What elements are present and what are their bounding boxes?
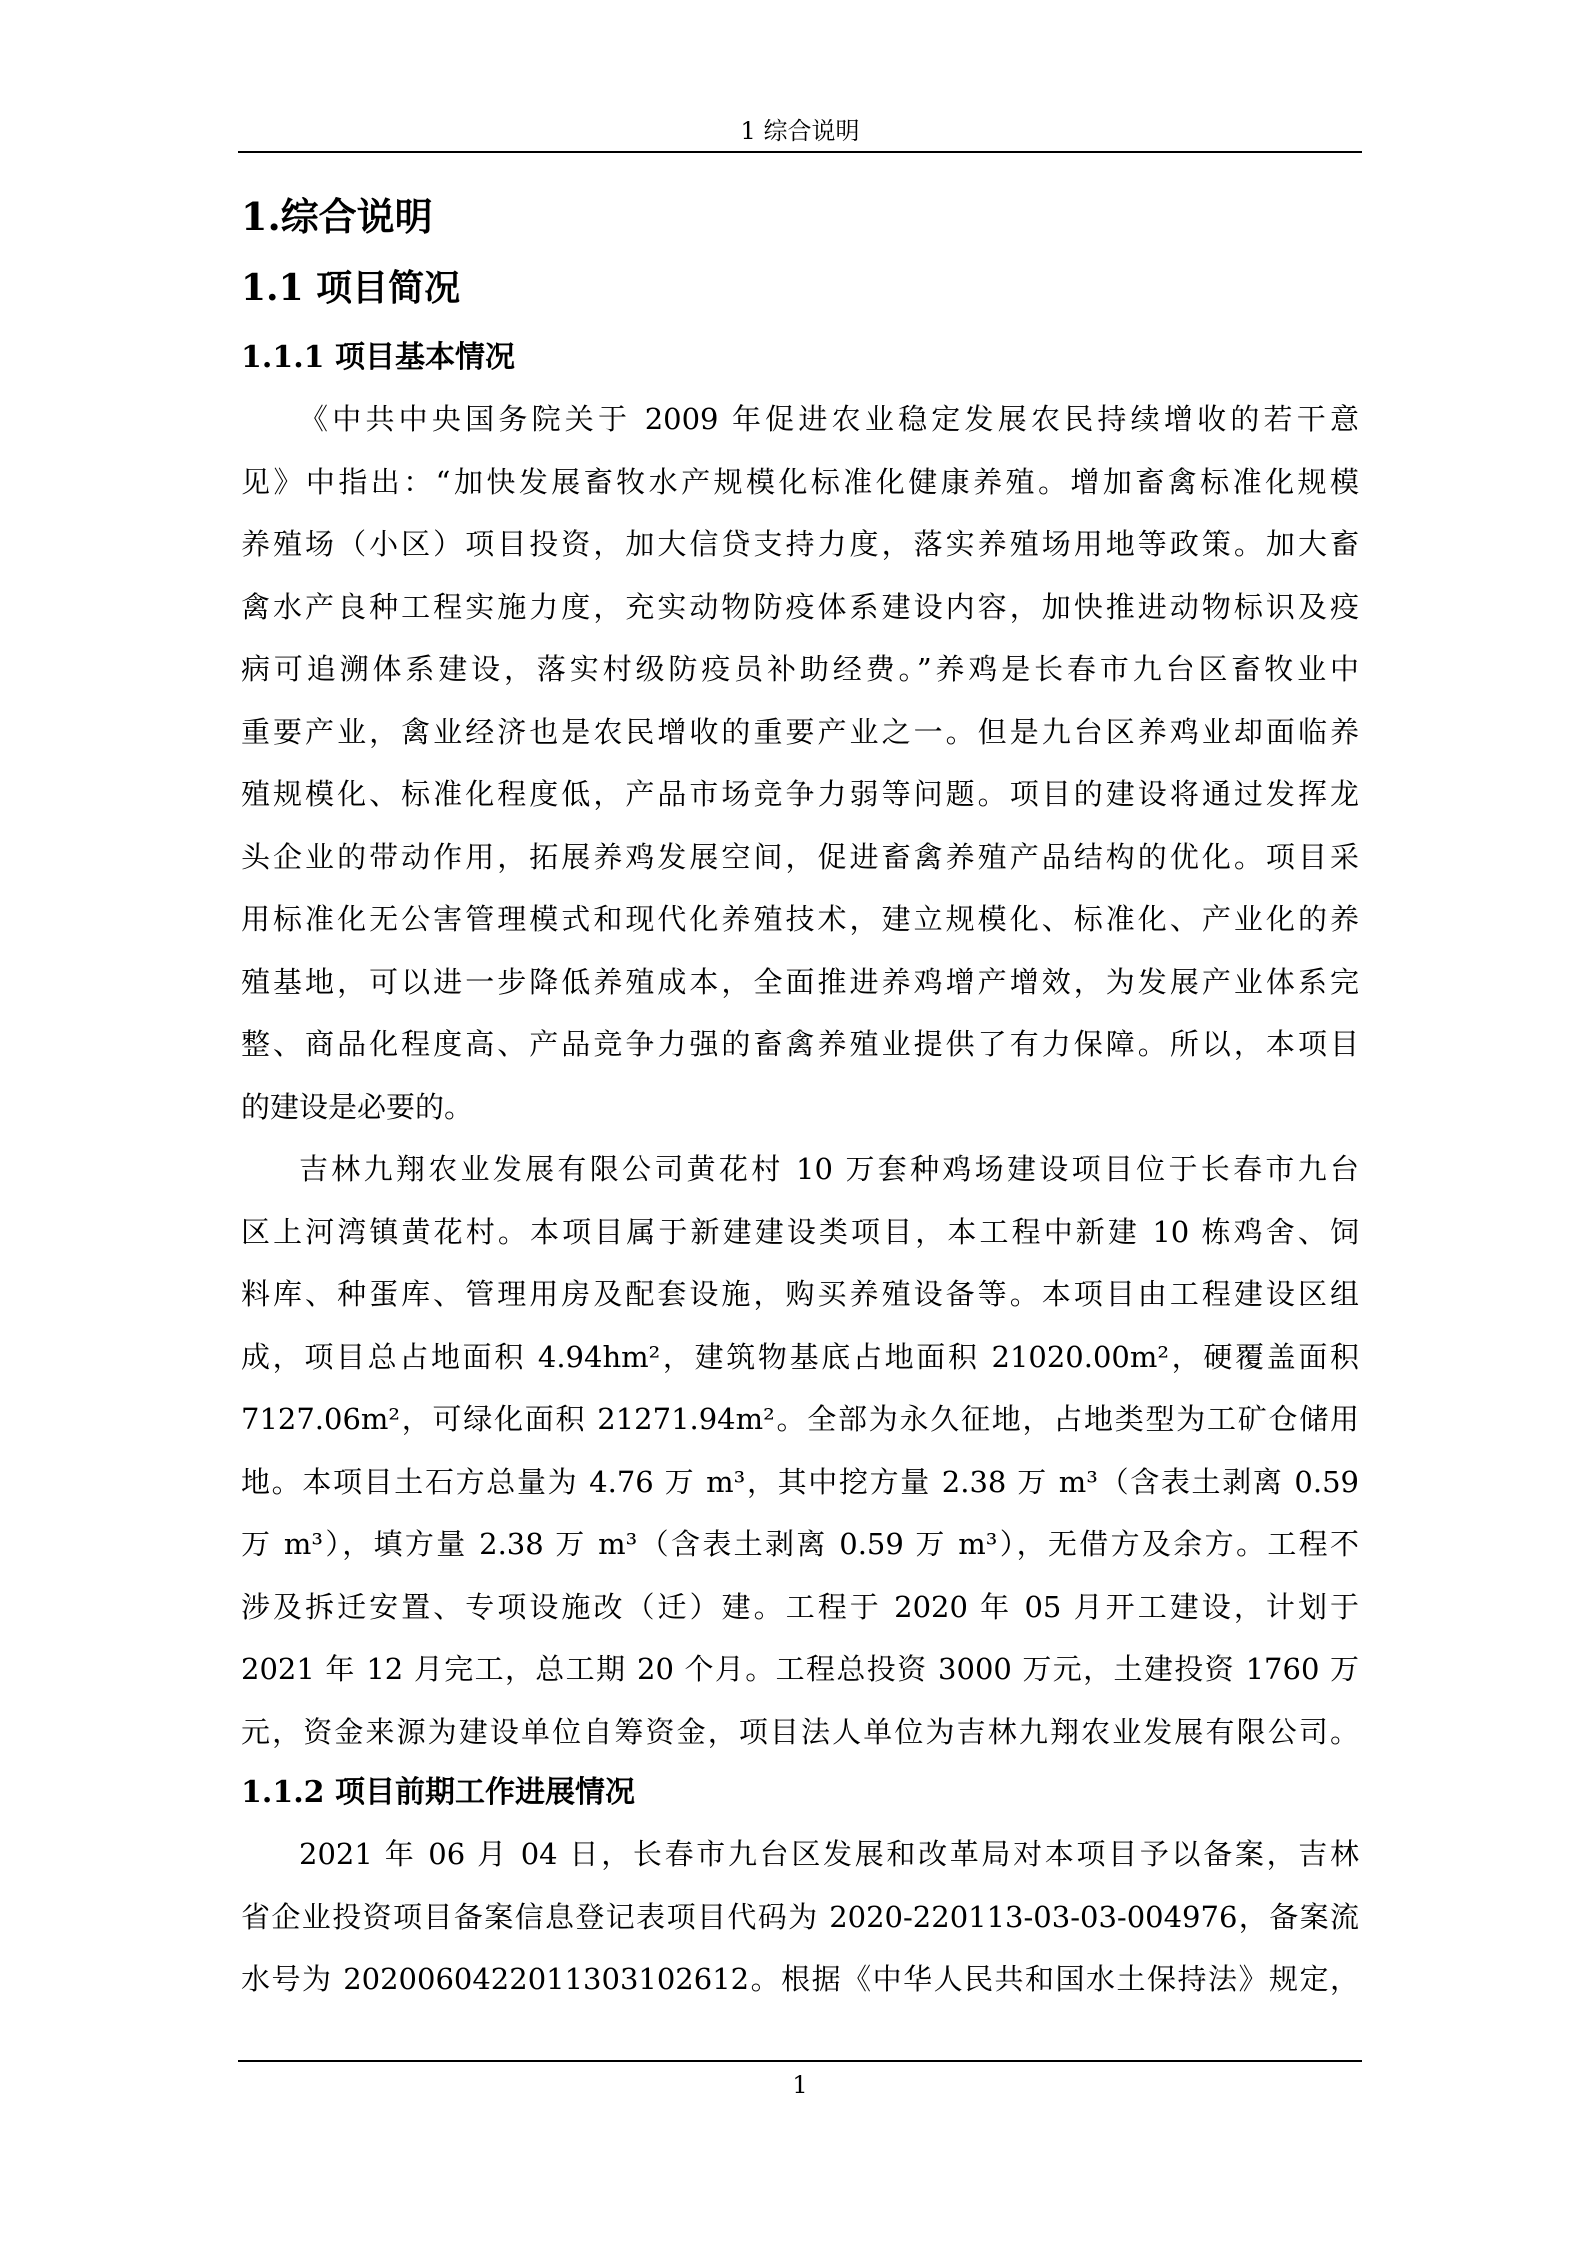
text-line: 的建设是必要的。 xyxy=(241,1089,474,1124)
text-line: 料库、种蛋库、管理用房及配套设施，购买养殖设备等。本项目由工程建设区组 xyxy=(241,1277,1359,1311)
text-line: 成，项目总占地面积 4.94hm²，建筑物基底占地面积 21020.00m²，硬覆盖面积 xyxy=(241,1339,1359,1374)
text-line: 头企业的带动作用，拓展养鸡发展空间，促进畜禽养殖产品结构的优化。项目采 xyxy=(241,839,1359,874)
subsection-title-preliminary-work: 1.1.2 项目前期工作进展情况 xyxy=(241,1775,635,1810)
running-header: 1 综合说明 xyxy=(740,117,860,145)
text-line: 殖基地，可以进一步降低养殖成本，全面推进养鸡增产增效，为发展产业体系完 xyxy=(241,964,1359,999)
text-line: 用标准化无公害管理模式和现代化养殖技术，建立规模化、标准化、产业化的养 xyxy=(241,902,1359,936)
text-line: 吉林九翔农业发展有限公司黄花村 10 万套种鸡场建设项目位于长春市九台 xyxy=(299,1152,1359,1186)
text-line: 整、商品化程度高、产品竞争力强的畜禽养殖业提供了有力保障。所以，本项目 xyxy=(241,1027,1359,1061)
text-line: 养殖场（小区）项目投资，加大信贷支持力度，落实养殖场用地等政策。加大畜 xyxy=(241,527,1359,561)
paragraph-preliminary-work xyxy=(241,1823,1359,2011)
text-line: 2021 年 12 月完工，总工期 20 个月。工程总投资 3000 万元，土建投资 1760 万 xyxy=(241,1652,1359,1686)
text-line: 涉及拆迁安置、专项设施改（迁）建。工程于 2020 年 05 月开工建设，计划于 xyxy=(241,1589,1359,1624)
paragraph-project-overview xyxy=(241,1138,1359,1763)
section-title: 1.1 项目简况 xyxy=(241,267,461,309)
text-line: 区上河湾镇黄花村。本项目属于新建建设类项目，本工程中新建 10 栋鸡舍、饲 xyxy=(241,1214,1359,1249)
text-line: 地。本项目土石方总量为 4.76 万 m³，其中挖方量 2.38 万 m³（含表土剥离 0.59 xyxy=(241,1464,1359,1499)
text-line: 殖规模化、标准化程度低，产品市场竞争力弱等问题。项目的建设将通过发挥龙 xyxy=(241,777,1359,811)
page-number: 1 xyxy=(792,2071,808,2099)
text-line: 2021 年 06 月 04 日，长春市九台区发展和改革局对本项目予以备案，吉林 xyxy=(299,1837,1359,1871)
header-rule xyxy=(238,151,1362,153)
text-line: 万 m³），填方量 2.38 万 m³（含表土剥离 0.59 万 m³），无借方及余方。工程不 xyxy=(241,1527,1359,1561)
page-body xyxy=(241,187,1359,2011)
text-line: 禽水产良种工程实施力度，充实动物防疫体系建设内容，加快推进动物标识及疫 xyxy=(241,589,1359,624)
footer-rule xyxy=(238,2060,1362,2062)
text-line: 重要产业，禽业经济也是农民增收的重要产业之一。但是九台区养鸡业却面临养 xyxy=(241,714,1359,749)
text-line: 省企业投资项目备案信息登记表项目代码为 2020-220113-03-03-004976，备案流 xyxy=(241,1899,1359,1934)
subsection-title-basic-info: 1.1.1 项目基本情况 xyxy=(241,340,515,375)
chapter-title: 1.综合说明 xyxy=(241,194,433,239)
text-line: 7127.06m²，可绿化面积 21271.94m²。全部为永久征地，占地类型为工矿仓储用 xyxy=(241,1402,1359,1436)
text-line: 病可追溯体系建设，落实村级防疫员补助经费。”养鸡是长春市九台区畜牧业中 xyxy=(241,652,1359,686)
text-line: 水号为 2020060422011303102612。根据《中华人民共和国水土保持法》规定， xyxy=(241,1962,1359,1996)
text-line: 见》中指出：“加快发展畜牧水产规模化标准化健康养殖。增加畜禽标准化规模 xyxy=(241,464,1359,499)
paragraph-background xyxy=(241,388,1359,1138)
text-line: 元，资金来源为建设单位自筹资金，项目法人单位为吉林九翔农业发展有限公司。 xyxy=(241,1714,1359,1749)
text-line: 《中共中央国务院关于 2009 年促进农业稳定发展农民持续增收的若干意 xyxy=(299,402,1359,436)
